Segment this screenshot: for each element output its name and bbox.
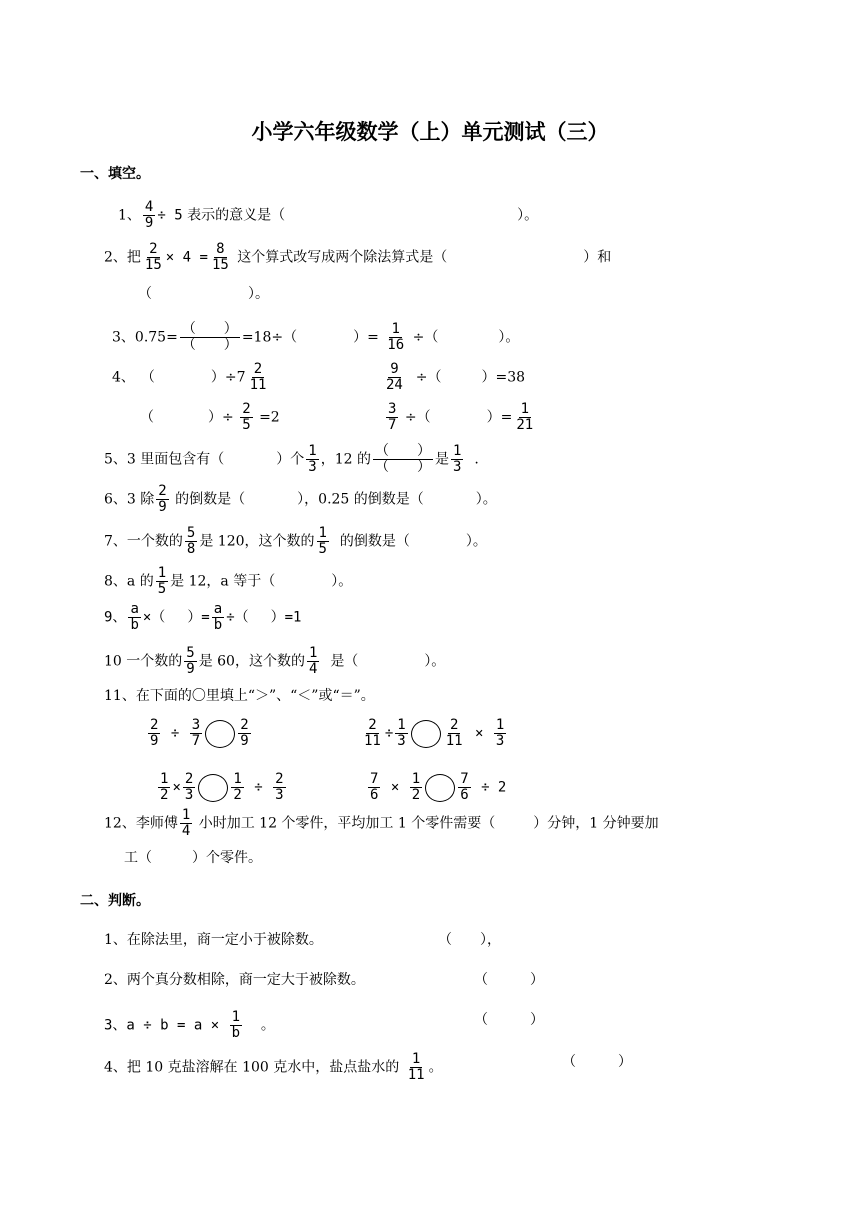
blank-fraction: $\frac{( )}{( )}$ (374, 443, 431, 475)
question-6: 6、3 除 $\frac{2}{9}$ 的倒数是（ ），0.25 的倒数是（ ）。 (104, 483, 497, 515)
judgment-3-answer[interactable]: （ ） (474, 1012, 544, 1028)
fraction: $\frac{1}{b}$ (231, 1009, 241, 1041)
fraction: $\frac{1}{2}$ (233, 771, 242, 803)
fraction: $\frac{3}{7}$ (388, 401, 397, 433)
question-4d: $\frac{3}{7}$ ÷（ ）= $\frac{1}{21}$ (388, 401, 534, 433)
judgment-1: 1、在除法里，商一定小于被除数。 (104, 932, 323, 948)
fraction: $\frac{1}{2}$ (411, 771, 421, 803)
question-4a: 4、 （ ）÷7 $\frac{2}{11}$ (112, 361, 267, 393)
judgment-4-answer[interactable]: （ ） (562, 1054, 632, 1070)
fraction: $\frac{2}{9}$ (240, 717, 249, 749)
fraction: $\frac{3}{7}$ (191, 717, 201, 749)
judgment-2: 2、两个真分数相除，商一定大于被除数。 (104, 972, 365, 988)
blank-fraction: $\frac{( )}{( )}$ (181, 321, 238, 353)
question-7: 7、一个数的 $\frac{5}{8}$ 是 120，这个数的 $\frac{1}{5}$ 的倒数是（ ）。 (104, 525, 487, 557)
fraction: $\frac{2}{3}$ (184, 771, 194, 803)
question-1: 1、 $\frac{4}{9}$ ÷ 5 表示的意义是（ ）。 (118, 199, 539, 231)
question-8: 8、a 的 $\frac{1}{5}$ 是 12，a 等于（ ）。 (104, 565, 353, 597)
question-4b: $\frac{9}{24}$ ÷（ ）=38 (386, 361, 526, 393)
fraction: $\frac{1}{5}$ (318, 525, 327, 557)
question-9: 9、 $\frac{a}{b}$ ×（ ）= $\frac{a}{b}$ ÷（ ）=1 (104, 601, 302, 633)
fraction: $\frac{5}{9}$ (186, 645, 195, 677)
fraction: $\frac{2}{5}$ (242, 401, 251, 433)
fraction: $\frac{1}{21}$ (516, 401, 534, 433)
fraction: $\frac{2}{11}$ (445, 717, 463, 749)
fraction: $\frac{4}{9}$ (144, 199, 154, 231)
fraction: $\frac{2}{3}$ (275, 771, 284, 803)
section-fill-blank-heading: 一、填空。 (80, 166, 150, 182)
fraction: $\frac{9}{24}$ (386, 361, 403, 393)
compare-expression-3: $\frac{1}{2}$ × $\frac{2}{3}$ $\frac{1}{2}$ ÷ $\frac{2}{3}$ (160, 771, 284, 803)
fraction: $\frac{8}{15}$ (211, 241, 229, 273)
question-10: 10 一个数的 $\frac{5}{9}$ 是 60，这个数的 $\frac{1}{4}$ 是（ ）。 (104, 645, 446, 677)
fraction: $\frac{1}{3}$ (308, 443, 317, 475)
fraction: $\frac{1}{3}$ (495, 717, 505, 749)
page-title: 小学六年级数学（上）单元测试（三） (251, 120, 609, 144)
compare-expression-4: $\frac{7}{6}$ × $\frac{1}{2}$ $\frac{7}{6}$ ÷ 2 (370, 771, 507, 803)
fraction: $\frac{7}{6}$ (370, 771, 379, 803)
fraction: $\frac{7}{6}$ (460, 771, 469, 803)
fraction: $\frac{1}{11}$ (407, 1051, 425, 1083)
compare-circle-2[interactable] (411, 720, 441, 748)
compare-circle-1[interactable] (205, 720, 235, 748)
fraction: $\frac{1}{4}$ (181, 807, 191, 839)
question-5: 5、3 里面包含有（ ）个 $\frac{1}{3}$ ，12 的 $\frac{( )}{( )}$ 是 $\frac{1}{3}$ . (104, 443, 479, 475)
fraction: $\frac{1}{2}$ (160, 771, 169, 803)
judgment-1-answer[interactable]: （ ）， (438, 932, 501, 948)
question-2-line-2: （ ）。 (138, 286, 269, 302)
fraction: $\frac{1}{4}$ (308, 645, 318, 677)
compare-circle-4[interactable] (425, 774, 455, 802)
question-2: 2、把 $\frac{2}{15}$ × 4 = $\frac{8}{15}$ 这个算式改写成两个除法算式是（ ）和 (104, 241, 612, 273)
fraction: $\frac{2}{15}$ (144, 241, 162, 273)
compare-circle-3[interactable] (198, 774, 228, 802)
compare-expression-1: $\frac{2}{9}$ ÷ $\frac{3}{7}$ $\frac{2}{9}$ (150, 717, 249, 749)
judgment-3: 3、a ÷ b = a × $\frac{1}{b}$ 。 (104, 1009, 275, 1041)
question-11: 11、在下面的〇里填上“＞”、“＜”或“＝”。 (104, 688, 375, 704)
fraction: $\frac{a}{b}$ (130, 601, 139, 633)
fraction: $\frac{a}{b}$ (213, 601, 223, 633)
question-12-line-2: 工（ ）个零件。 (124, 850, 262, 866)
judgment-2-answer[interactable]: （ ） (474, 972, 544, 988)
question-12: 12、李师傅 $\frac{1}{4}$ 小时加工 12 个零件，平均加工 1 个零件需要（ ）分钟，1 分钟要加 (104, 807, 659, 839)
fraction: $\frac{1}{16}$ (387, 321, 405, 353)
fraction: $\frac{2}{11}$ (249, 361, 267, 393)
fraction: $\frac{1}{3}$ (452, 443, 462, 475)
question-4c: （ ）÷ $\frac{2}{5}$ =2 (140, 401, 280, 433)
judgment-4: 4、把 10 克盐溶解在 100 克水中，盐点盐水的 $\frac{1}{11}$ 。 (104, 1051, 443, 1083)
fraction: $\frac{1}{3}$ (397, 717, 406, 749)
fraction: $\frac{5}{8}$ (186, 525, 196, 557)
question-3: 3、0.75= $\frac{( )}{( )}$ =18÷（ ）= $\frac{1}{16}$ ÷（ ）。 (112, 321, 520, 353)
fraction: $\frac{1}{5}$ (157, 565, 167, 597)
compare-expression-2: $\frac{2}{11}$ ÷ $\frac{1}{3}$ $\frac{2}{11}$ × $\frac{1}{3}$ (364, 717, 505, 749)
fraction: $\frac{2}{11}$ (364, 717, 381, 749)
fraction: $\frac{2}{9}$ (158, 483, 167, 515)
fraction: $\frac{2}{9}$ (150, 717, 159, 749)
section-judgment-heading: 二、判断。 (80, 893, 150, 909)
